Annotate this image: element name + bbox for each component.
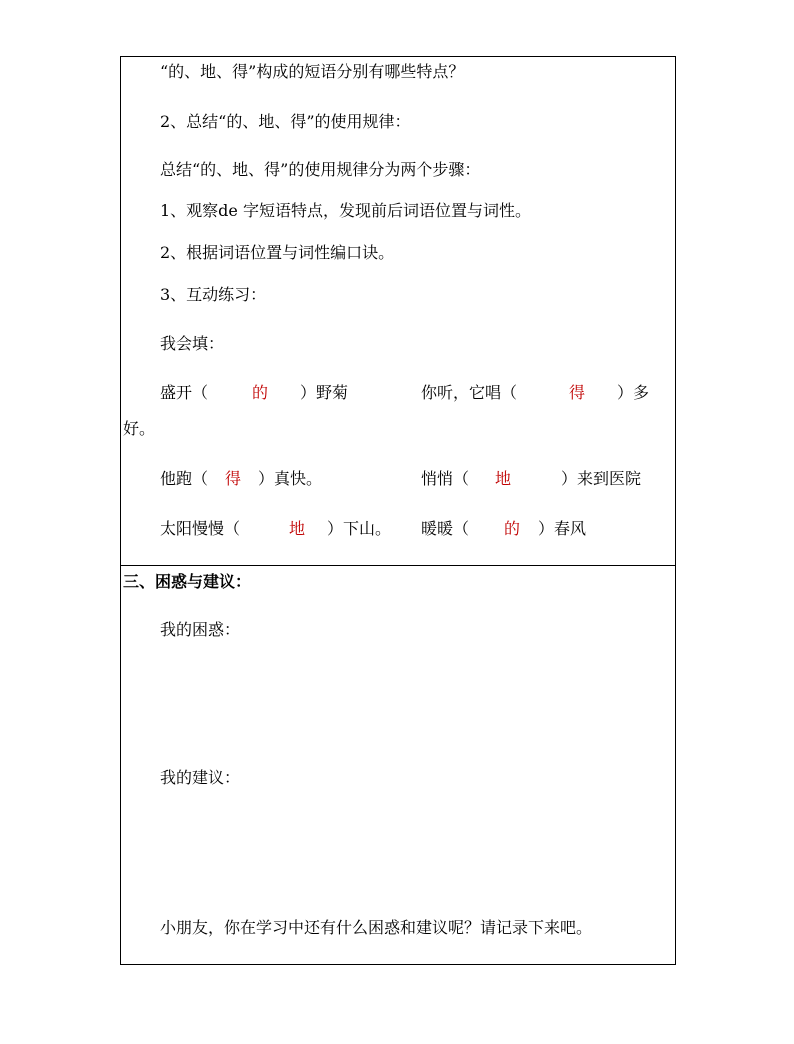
- exercise-5-after: ）下山。: [327, 519, 392, 538]
- exercise-section-box: [120, 56, 676, 566]
- confusion-label: 我的困惑：: [160, 620, 241, 639]
- exercise-3-after: ）真快。: [258, 469, 323, 488]
- exercise-4-before: 悄悄（: [421, 469, 470, 488]
- step2-title: 2、总结“的、地、得”的使用规律：: [160, 112, 411, 131]
- question-text: “的、地、得”构成的短语分别有哪些特点？: [160, 62, 465, 81]
- step3-title: 3、互动练习：: [160, 285, 267, 304]
- point-2: 2、根据词语位置与词性编口诀。: [160, 243, 395, 262]
- exercise-2-answer: 得: [569, 383, 586, 402]
- exercise-6-answer: 的: [504, 519, 521, 538]
- exercise-1-after: ）野菊: [300, 383, 349, 402]
- exercise-2-wrap: 好。: [123, 419, 156, 438]
- exercise-1-before: 盛开（: [160, 383, 209, 402]
- section-3-heading: 三、困惑与建议：: [123, 572, 252, 591]
- exercise-3-answer: 得: [225, 469, 242, 488]
- exercise-4-answer: 地: [495, 469, 512, 488]
- exercise-5-before: 太阳慢慢（: [160, 519, 241, 538]
- fill-title: 我会填：: [160, 334, 225, 353]
- exercise-4-after: ）来到医院: [561, 469, 642, 488]
- exercise-6-after: ）春风: [538, 519, 587, 538]
- exercise-2-after: ）多: [617, 383, 650, 402]
- exercise-6-before: 暖暖（: [421, 519, 470, 538]
- suggestion-label: 我的建议：: [160, 768, 241, 787]
- exercise-5-answer: 地: [289, 519, 306, 538]
- exercise-2-before: 你听，它唱（: [421, 383, 518, 402]
- prompt-text: 小朋友，你在学习中还有什么困惑和建议呢？请记录下来吧。: [160, 918, 593, 937]
- exercise-1-answer: 的: [252, 383, 269, 402]
- point-1: 1、观察de 字短语特点，发现前后词语位置与词性。: [160, 201, 531, 220]
- exercise-3-before: 他跑（: [160, 469, 209, 488]
- summary-text: 总结“的、地、得”的使用规律分为两个步骤：: [160, 160, 481, 179]
